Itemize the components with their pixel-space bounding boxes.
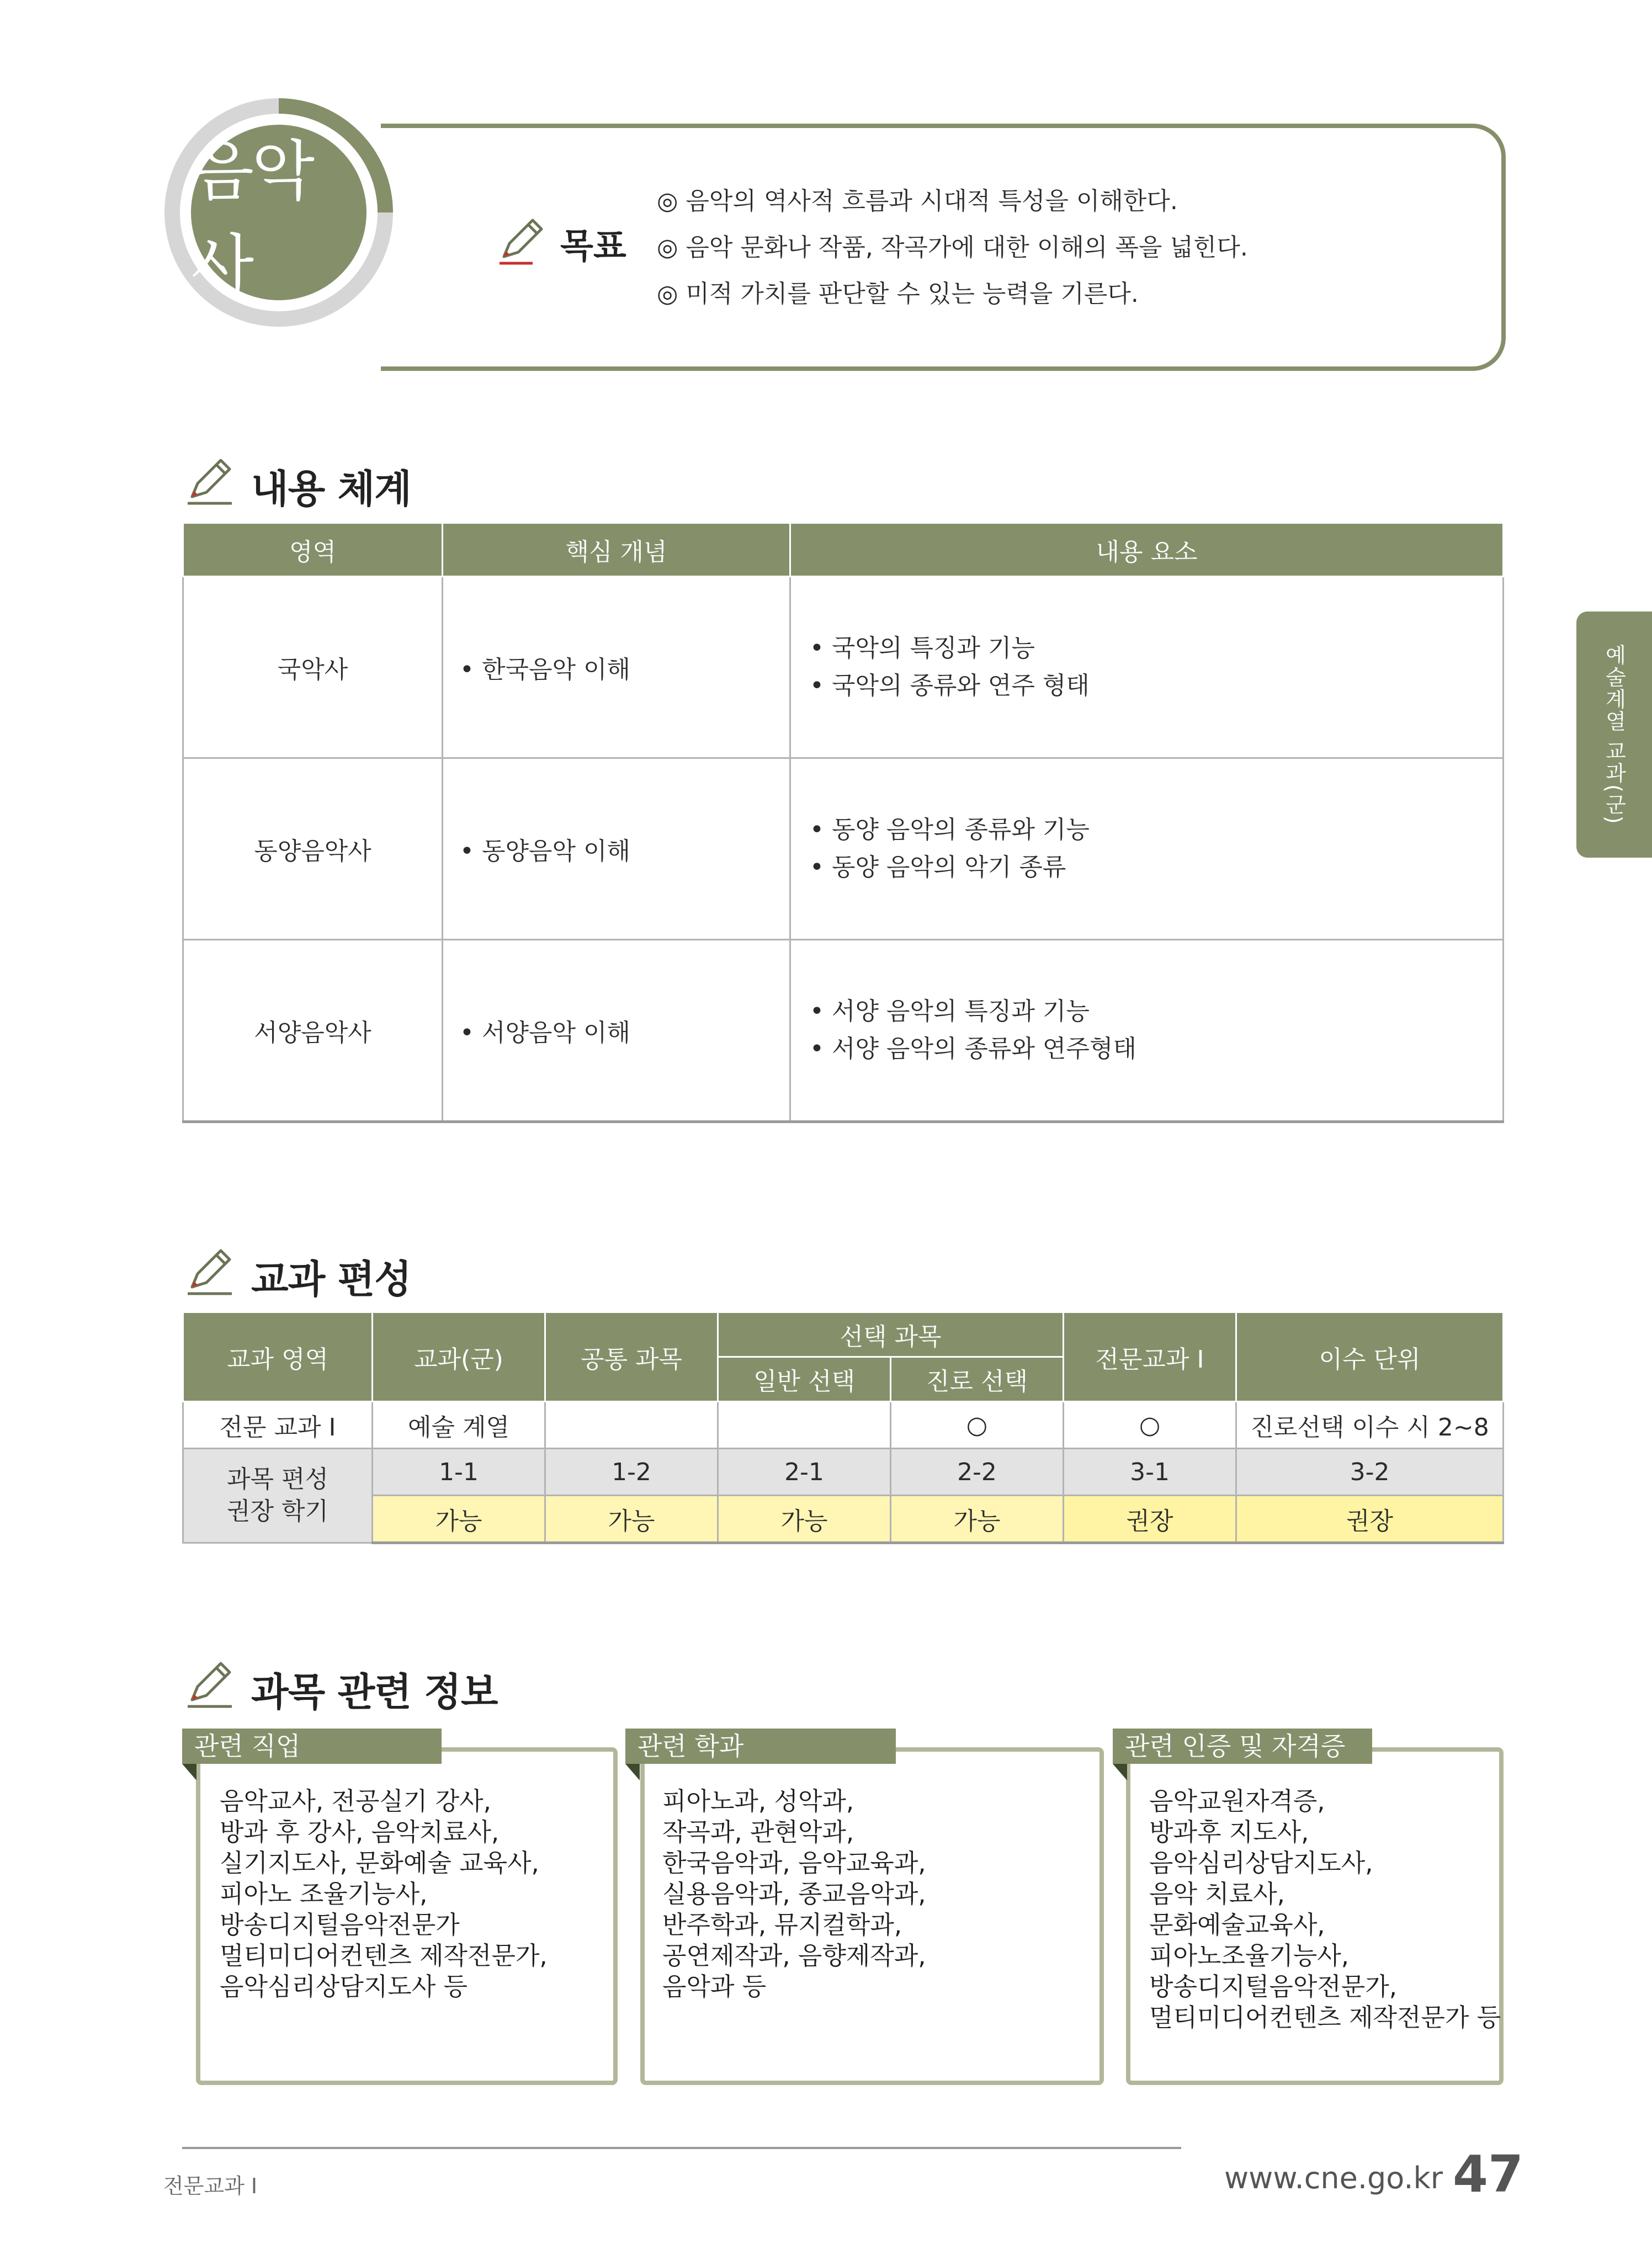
column-header: 진로 선택	[891, 1357, 1064, 1402]
related-departments-text	[662, 1786, 926, 2002]
side-tab-label: 예술계열 교과(군)	[1602, 644, 1626, 825]
section-title-content: 내용 체계	[251, 466, 411, 512]
related-departments-label: 관련 학과	[625, 1729, 896, 1764]
table-row	[183, 940, 1504, 1122]
goal-item: ◎ 음악의 역사적 흐름과 시대적 특성을 이해한다.	[657, 187, 1178, 215]
label-line: 과목 편성	[226, 1465, 328, 1493]
elements-cell	[790, 940, 1504, 1122]
area-cell: 서양음악사	[183, 940, 443, 1122]
column-header: 교과 영역	[183, 1312, 373, 1402]
concept-cell: • 한국음악 이해	[443, 577, 790, 758]
list-item: 한국음악과, 음악교육과,	[662, 1848, 926, 1878]
status-cell: 권장	[1064, 1496, 1236, 1543]
table-cell	[545, 1402, 718, 1449]
list-item: 피아노과, 성악과,	[662, 1786, 854, 1816]
column-header: 일반 선택	[718, 1357, 891, 1402]
column-header: 선택 과목	[718, 1312, 1064, 1357]
status-cell: 가능	[373, 1496, 545, 1543]
column-header: 전문교과 I	[1064, 1312, 1236, 1402]
list-item: 실용음악과, 종교음악과,	[662, 1879, 926, 1908]
list-item: 방송디지털음악전문가,	[1149, 1972, 1398, 2001]
page-number: 47	[1453, 2145, 1524, 2204]
related-certifications-label: 관련 인증 및 자격증	[1113, 1729, 1372, 1764]
list-item: 음악교원자격증,	[1149, 1786, 1325, 1816]
status-cell: 가능	[718, 1496, 891, 1543]
status-cell: 권장	[1236, 1496, 1504, 1543]
footer-section-label: 전문교과 Ⅰ	[163, 2174, 258, 2198]
section-title-curriculum: 교과 편성	[251, 1257, 411, 1302]
table-header-row	[183, 1312, 1504, 1357]
goal-item: ◎ 미적 가치를 판단할 수 있는 능력을 기른다.	[657, 280, 1139, 308]
column-header: 핵심 개념	[443, 523, 790, 577]
list-item: 반주학과, 뮤지컬학과,	[662, 1910, 902, 1939]
list-item: 음악교사, 전공실기 강사,	[220, 1786, 491, 1816]
table-row	[183, 1449, 1504, 1496]
footer-url[interactable]: www.cne.go.kr	[1224, 2161, 1443, 2195]
table-row	[183, 758, 1504, 940]
pencil-icon	[494, 212, 549, 268]
list-item: 음악심리상담지도사 등	[220, 1972, 468, 2001]
pencil-icon	[182, 1243, 237, 1298]
area-cell: 동양음악사	[183, 758, 443, 940]
list-item: 음악심리상담지도사,	[1149, 1848, 1373, 1878]
list-item: 공연제작과, 음향제작과,	[662, 1941, 926, 1970]
semester-cell: 1-1	[373, 1449, 545, 1496]
table-cell: 진로선택 이수 시 2~8	[1236, 1402, 1504, 1449]
column-header: 영역	[183, 523, 443, 577]
list-item: 방과 후 강사, 음악치료사,	[220, 1817, 500, 1847]
table-cell: ○	[1064, 1402, 1236, 1449]
column-header: 내용 요소	[790, 523, 1504, 577]
pencil-icon	[182, 453, 237, 508]
list-item: 피아노조율기능사,	[1149, 1941, 1350, 1970]
list-item: 실기지도사, 문화예술 교육사,	[220, 1848, 539, 1878]
table-cell: ○	[891, 1402, 1064, 1449]
table-cell	[718, 1402, 891, 1449]
area-cell: 국악사	[183, 577, 443, 758]
table-row	[183, 577, 1504, 758]
tab-fold	[625, 1764, 640, 1780]
table-cell: 예술 계열	[373, 1402, 545, 1449]
footer-divider	[182, 2147, 1181, 2149]
page-title: 음악사	[191, 125, 366, 300]
element-item: • 동양 음악의 악기 종류	[810, 853, 1066, 881]
semester-cell: 1-2	[545, 1449, 718, 1496]
elements-cell	[790, 577, 1504, 758]
column-header: 교과(군)	[373, 1312, 545, 1402]
pencil-icon	[182, 1656, 237, 1711]
concept-cell: • 서양음악 이해	[443, 940, 790, 1122]
status-cell: 가능	[891, 1496, 1064, 1543]
recommended-semester-label	[183, 1449, 373, 1543]
column-header: 공통 과목	[545, 1312, 718, 1402]
concept-cell: • 동양음악 이해	[443, 758, 790, 940]
element-item: • 국악의 종류와 연주 형태	[810, 672, 1090, 700]
column-header: 이수 단위	[1236, 1312, 1504, 1402]
status-cell: 가능	[545, 1496, 718, 1543]
table-row	[183, 1402, 1504, 1449]
element-item: • 서양 음악의 특징과 기능	[810, 997, 1090, 1025]
tab-fold	[182, 1764, 196, 1780]
table-cell: 전문 교과 I	[183, 1402, 373, 1449]
list-item: 방과후 지도사,	[1149, 1817, 1309, 1847]
curriculum-table	[182, 1311, 1504, 1544]
list-item: 음악과 등	[662, 1972, 767, 2001]
tab-fold	[1113, 1764, 1127, 1780]
list-item: 문화예술교육사,	[1149, 1910, 1325, 1939]
semester-cell: 3-1	[1064, 1449, 1236, 1496]
list-item: 작곡과, 관현악과,	[662, 1817, 854, 1847]
goal-label: 목표	[560, 226, 626, 266]
table-row	[183, 1496, 1504, 1543]
semester-cell: 2-1	[718, 1449, 891, 1496]
list-item: 멀티미디어컨텐츠 제작전문가 등	[1149, 2003, 1501, 2032]
table-header-row	[183, 523, 1504, 577]
list-item: 음악 치료사,	[1149, 1879, 1285, 1908]
element-item: • 국악의 특징과 기능	[810, 634, 1035, 662]
element-item: • 서양 음악의 종류와 연주형태	[810, 1035, 1136, 1063]
section-title-related: 과목 관련 정보	[251, 1669, 498, 1715]
related-certifications-text	[1149, 1786, 1501, 2033]
goal-item: ◎ 음악 문화나 작품, 작곡가에 대한 이해의 폭을 넓힌다.	[657, 233, 1248, 262]
content-system-table	[182, 522, 1504, 1123]
semester-cell: 2-2	[891, 1449, 1064, 1496]
label-line: 권장 학기	[226, 1497, 328, 1525]
list-item: 방송디지털음악전문가	[220, 1910, 460, 1939]
list-item: 멀티미디어컨텐츠 제작전문가,	[220, 1941, 548, 1970]
list-item: 피아노 조율기능사,	[220, 1879, 428, 1908]
related-jobs-label: 관련 직업	[182, 1729, 442, 1764]
semester-cell: 3-2	[1236, 1449, 1504, 1496]
elements-cell	[790, 758, 1504, 940]
related-jobs-text	[220, 1786, 548, 2002]
element-item: • 동양 음악의 종류와 기능	[810, 816, 1090, 844]
